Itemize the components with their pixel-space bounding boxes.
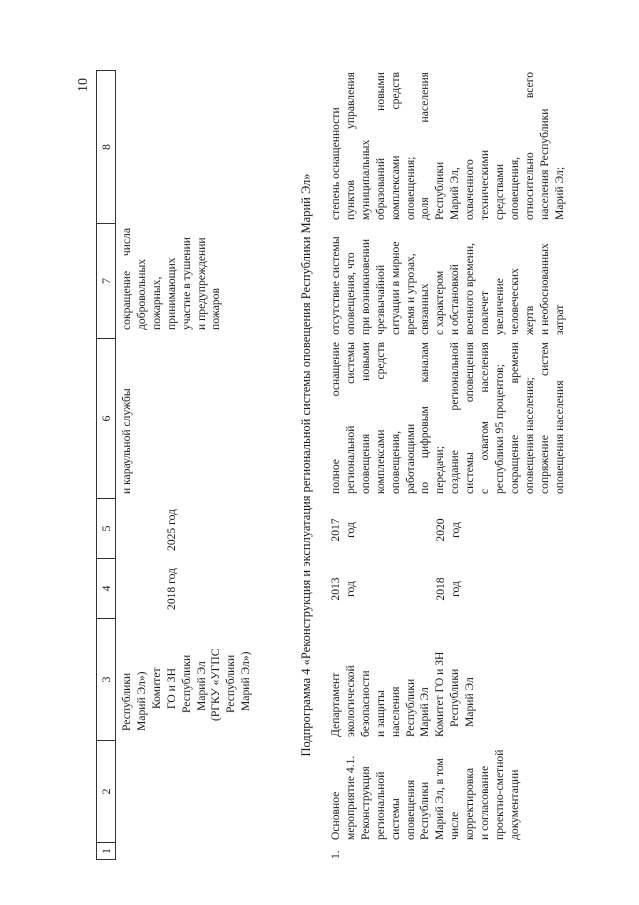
word: с [478, 488, 492, 494]
rotated-document-page [96, 70, 639, 860]
text-line [463, 342, 478, 494]
text-line: Марий Эл, в том [433, 758, 447, 840]
start-year-value: 2018 год [433, 577, 462, 601]
text-line: добровольных [134, 258, 148, 330]
text-line [329, 342, 344, 494]
text-line: системы [388, 798, 402, 840]
column-header-4: 4 [97, 559, 115, 619]
word: новыми [358, 342, 372, 381]
consequence-cell [329, 225, 568, 335]
text-line: оповещения, [388, 430, 402, 494]
text-line: Комитет [149, 667, 163, 709]
text-line: Марий Эл; [552, 166, 566, 220]
text-line: и предупреждении [194, 237, 208, 330]
text-line: передачи; [433, 446, 447, 494]
table-body [116, 70, 639, 860]
text-line: Республики [224, 654, 238, 713]
text-line: принимающих [164, 257, 178, 330]
word: сокращение [120, 270, 133, 330]
word: региональной [448, 342, 462, 411]
word: системы [343, 342, 357, 384]
word: цифровым [418, 406, 432, 459]
text-line: Марий Эл [418, 687, 432, 737]
text-line: средствами [492, 163, 506, 220]
text-line: Комитет ГО и ЗН [433, 651, 447, 737]
column-header-7: 7 [97, 224, 115, 339]
text-line: человеческих [507, 268, 521, 335]
responsible-executor-cell [329, 623, 478, 737]
text-line: числе [448, 811, 462, 840]
column-header-2: 2 [97, 741, 115, 843]
text-line: (РГКУ «УГПС [209, 648, 223, 721]
text-line: безопасности [358, 670, 372, 737]
column-header-8: 8 [97, 70, 115, 224]
text-line [359, 342, 374, 494]
end-year-cell [329, 509, 464, 551]
word: системы [463, 452, 477, 494]
word: оснащение [329, 342, 342, 397]
text-line: населения Республики [537, 108, 551, 220]
text-line: Республики [120, 672, 133, 731]
column-header-5: 5 [97, 499, 115, 559]
word: пунктов [343, 180, 357, 220]
text-line: документации [507, 769, 521, 840]
text-line: Основное [329, 791, 342, 840]
text-line: Республики [179, 654, 193, 713]
text-line: чрезвычайной [373, 264, 387, 335]
text-line: Марий Эл [463, 677, 477, 727]
text-line: с характером [433, 270, 447, 335]
word: относительно [522, 152, 536, 220]
text-line: ГО и ЗН [164, 668, 178, 709]
text-line: Республики [418, 781, 432, 840]
text-line: населения [388, 686, 402, 737]
text-line [120, 228, 135, 330]
column-header-3: 3 [97, 619, 115, 741]
indicator-cell [329, 72, 568, 220]
text-line: республики 95 процентов; [492, 364, 506, 494]
text-line: Республики [403, 678, 417, 737]
text-line: связанных [418, 283, 432, 335]
text-line: степень оснащенности [329, 107, 342, 220]
text-line [538, 342, 553, 494]
text-line: при возникновении [358, 238, 372, 335]
word: числа [120, 228, 133, 257]
text-line: мероприятие 4.1. [343, 755, 357, 840]
text-line: Республики [448, 668, 462, 727]
text-line [418, 72, 433, 220]
word: средств [388, 72, 402, 110]
continuation-result-cell: и караульной службы [120, 388, 133, 494]
word: новыми [373, 72, 387, 111]
column-header-1: 1 [97, 843, 115, 860]
text-line: и обстановкой [448, 264, 462, 335]
text-line: региональной [373, 771, 387, 840]
word: доля [418, 197, 432, 220]
text-line: повлечет [478, 290, 492, 335]
word: управления [343, 72, 357, 129]
text-line: оповещения; [403, 156, 417, 220]
text-line: работающими [403, 423, 417, 494]
text-line [523, 72, 538, 220]
word: охватом [478, 421, 492, 461]
text-line: затрат [552, 304, 566, 335]
word: систем [537, 342, 551, 377]
column-header-6: 6 [97, 339, 115, 499]
text-line [478, 342, 493, 494]
word: комплексами [388, 155, 402, 220]
row-number: 1. [329, 850, 342, 859]
text-line: жертв [522, 305, 536, 335]
subprogram-title: Подпрограмма 4 «Реконструкция и эксплуатация региональной системы оповещения Республики Марий Эл» [299, 173, 313, 757]
spacer [359, 568, 434, 610]
text-line: участие в тушении [179, 236, 193, 330]
text-line: муниципальных [358, 139, 372, 220]
text-line: проектно-сметной [492, 749, 506, 840]
text-line: военного времени, [463, 242, 477, 335]
continuation-responsible-cell [120, 623, 254, 735]
start-year-cell [329, 568, 464, 610]
text-line [374, 72, 389, 220]
page-number: 10 [76, 78, 91, 92]
text-line: экологической [343, 665, 357, 737]
text-line: Департамент [329, 672, 342, 737]
text-line: пожаров [209, 288, 223, 330]
text-line: корректировка [463, 767, 477, 840]
text-line: Реконструкция [358, 766, 372, 840]
text-line: Республики [433, 161, 447, 220]
expected-result-cell [329, 342, 568, 494]
text-line [374, 342, 389, 494]
column-header-row [96, 70, 116, 860]
word: по [418, 481, 432, 494]
word: всего [522, 72, 536, 99]
text-line: оповещения населения; [522, 377, 536, 494]
text-line: оповещения [403, 779, 417, 840]
end-year-value: 2020 год [433, 518, 462, 542]
text-line [418, 342, 433, 494]
word: комплексами [373, 429, 387, 494]
word: оповещения [358, 433, 372, 494]
text-line: увеличение [492, 278, 506, 335]
text-line [389, 72, 404, 220]
word: образований [373, 157, 387, 220]
text-line: техническими [478, 149, 492, 220]
text-line [344, 72, 359, 220]
text-line [508, 342, 523, 494]
word: средств [373, 342, 387, 380]
text-line: и согласование [478, 765, 492, 840]
text-line: ситуации в мирное [388, 241, 402, 335]
spacer [359, 509, 434, 551]
text-line: Марий Эл, [448, 167, 462, 220]
text-line: отсутствие системы [329, 236, 342, 335]
text-line: и необоснованных [537, 243, 551, 335]
text-line: Марий Эл») [239, 651, 253, 711]
text-line: пожарных, [149, 276, 163, 330]
word: оповещения [463, 342, 477, 403]
continuation-end-year: 2025 год [165, 509, 178, 551]
activity-description-cell [329, 742, 523, 840]
text-line: и защиты [373, 690, 387, 737]
word: времени [507, 342, 521, 384]
word: сопряжение [537, 435, 551, 494]
word: создание [448, 450, 462, 494]
word: полное [329, 459, 342, 494]
word: населения [418, 72, 432, 123]
continuation-consequence-cell [120, 228, 224, 330]
continuation-start-year: 2018 год [165, 568, 178, 610]
text-line: охваченного [463, 159, 477, 220]
text-line: Марий Эл») [134, 671, 148, 731]
word: населения [478, 342, 492, 393]
start-year-value: 2013 год [329, 577, 357, 601]
word: каналам [418, 342, 432, 383]
text-line: Марий Эл [194, 661, 208, 711]
text-line: оповещения, что [343, 252, 357, 335]
end-year-value: 2017 год [329, 518, 357, 542]
text-line [344, 342, 359, 494]
word: сокращение [507, 434, 521, 494]
text-line: оповещения населения [552, 380, 566, 494]
text-line: оповещения, [507, 156, 521, 220]
text-line [448, 342, 463, 494]
word: региональной [343, 425, 357, 494]
text-line: время и угрозах, [403, 253, 417, 335]
